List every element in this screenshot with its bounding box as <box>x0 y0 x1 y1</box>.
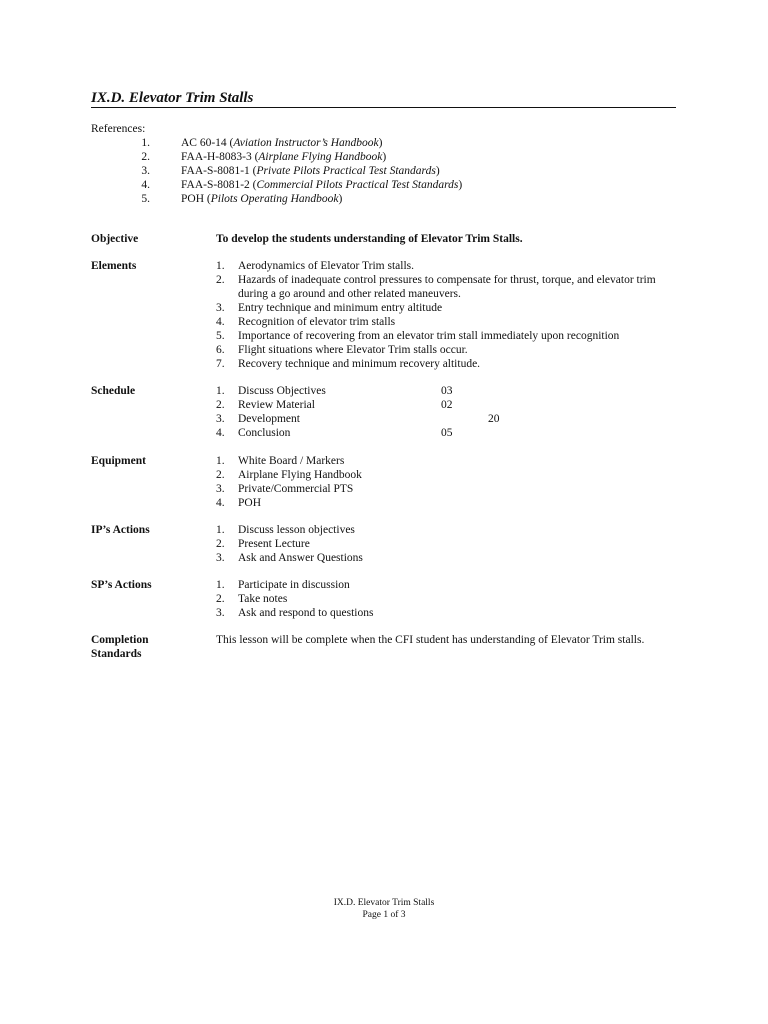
reference-item <box>91 192 691 206</box>
reference-text: FAA-S-8081-1 (Private Pilots Practical Test Standards) <box>181 165 440 177</box>
equipment-list <box>216 454 666 510</box>
list-item: 3. Ask and respond to questions <box>216 607 374 619</box>
reference-number: 2. <box>141 151 150 163</box>
list-item: 3. Entry technique and minimum entry altitude <box>216 302 443 314</box>
reference-text: AC 60-14 (Aviation Instructor’s Handbook) <box>181 137 383 149</box>
elements-list <box>216 259 656 371</box>
list-item: 2. Take notes <box>216 593 288 605</box>
schedule-minutes: 03 <box>441 385 453 397</box>
reference-item <box>91 136 691 150</box>
reference-item <box>91 178 691 192</box>
schedule-minutes: 02 <box>441 399 453 411</box>
sp-actions-label: SP’s Actions <box>91 579 152 591</box>
references-section <box>91 122 691 206</box>
completion-text: This lesson will be complete when the CFI student has understanding of Elevator Trim stalls. <box>216 634 645 646</box>
list-item: 1. Discuss lesson objectives <box>216 524 355 536</box>
list-item: 2. Hazards of inadequate control pressures to compensate for thrust, torque, and elevator trim during a go around and other related maneuvers. <box>216 274 656 300</box>
schedule-row: 4. Conclusion 05 <box>216 427 453 439</box>
objective-text: To develop the students understanding of Elevator Trim Stalls. <box>216 233 523 245</box>
reference-text: POH (Pilots Operating Handbook) <box>181 193 343 205</box>
objective-label: Objective <box>91 233 139 245</box>
page-footer <box>0 897 768 921</box>
reference-number: 1. <box>141 137 150 149</box>
list-item: 1. Participate in discussion <box>216 579 350 591</box>
schedule-label: Schedule <box>91 385 136 397</box>
list-item: 7. Recovery technique and minimum recovery altitude. <box>216 358 481 370</box>
list-item: 1. White Board / Markers <box>216 455 345 467</box>
schedule-row: 3. Development 20 <box>216 413 500 425</box>
schedule-list <box>216 384 666 440</box>
list-item: 1. Aerodynamics of Elevator Trim stalls. <box>216 260 414 272</box>
schedule-row: 2. Review Material 02 <box>216 399 453 411</box>
references-label: References: <box>91 123 146 135</box>
sp-actions-list <box>216 578 666 620</box>
list-item: 3. Ask and Answer Questions <box>216 552 363 564</box>
list-item: 4. POH <box>216 497 262 509</box>
ip-actions-label: IP’s Actions <box>91 524 150 536</box>
list-item: 5. Importance of recovering from an elevator trim stall immediately upon recognition <box>216 330 620 342</box>
reference-number: 3. <box>141 165 150 177</box>
footer-title: IX.D. Elevator Trim Stalls <box>333 898 435 908</box>
reference-item <box>91 150 691 164</box>
list-item: 2. Present Lecture <box>216 538 310 550</box>
elements-label: Elements <box>91 260 137 272</box>
schedule-minutes: 20 <box>488 413 500 425</box>
schedule-minutes: 05 <box>441 427 453 439</box>
reference-item <box>91 164 691 178</box>
reference-number: 4. <box>141 179 150 191</box>
completion-label: Completion Standards <box>91 634 149 660</box>
list-item: 2. Airplane Flying Handbook <box>216 469 362 481</box>
list-item: 6. Flight situations where Elevator Trim stalls occur. <box>216 344 468 356</box>
list-item: 4. Recognition of elevator trim stalls <box>216 316 396 328</box>
ip-actions-list <box>216 523 666 565</box>
list-item: 3. Private/Commercial PTS <box>216 483 354 495</box>
page-number: Page 1 of 3 <box>362 910 406 920</box>
schedule-row: 1. Discuss Objectives 03 <box>216 385 453 397</box>
reference-number: 5. <box>141 193 150 205</box>
reference-text: FAA-H-8083-3 (Airplane Flying Handbook) <box>181 151 387 163</box>
page-title: IX.D. Elevator Trim Stalls <box>91 90 676 108</box>
reference-text: FAA-S-8081-2 (Commercial Pilots Practical Test Standards) <box>181 179 463 191</box>
equipment-label: Equipment <box>91 455 146 467</box>
